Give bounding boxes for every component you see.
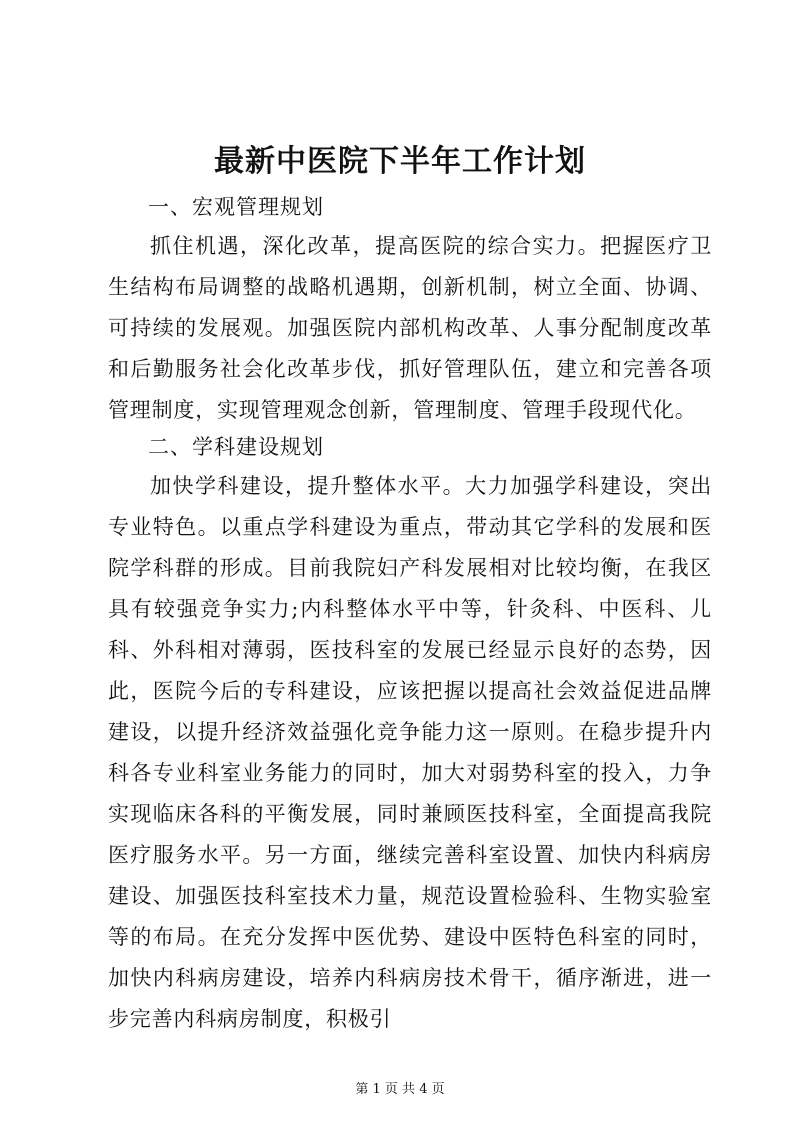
section-paragraph-macro-management: 抓住机遇，深化改革，提高医院的综合实力。把握医疗卫生结构布局调整的战略机遇期，创新机制，树立全面、协调、可持续的发展观。加强医院内部机构改革、人事分配制度改革和后勤服务社会化改革步伐，抓好管理队伍，建立和完善各项管理制度，实现管理观念创新，管理制度、管理手段现代化。 [108,234,712,422]
document-title: 最新中医院下半年工作计划 [214,144,586,179]
section-heading-macro-management: 一、宏观管理规划 [148,195,324,219]
page-footer: 第 1 页 共 4 页 [355,1082,445,1097]
section-heading-discipline-building: 二、学科建设规划 [148,435,324,459]
section-paragraph-discipline-building: 加快学科建设，提升整体水平。大力加强学科建设，突出专业特色。以重点学科建设为重点，带动其它学科的发展和医院学科群的形成。目前我院妇产科发展相对比较均衡，在我区具有较强竞争实力;内科整体水平中等，针灸科、中医科、儿科、外科相对薄弱，医技科室的发展已经显示良好的态势，因此，医院今后的专科建设，应该把握以提高社会效益促进品牌建设，以提升经济效益强化竞争能力这一原则。在稳步提升内科各专业科室业务能力的同时，加大对弱势科室的投入，力争实现临床各科的平衡发展，同时兼顾医技科室，全面提高我院医疗服务水平。另一方面，继续完善科室设置、加快内科病房建设、加强医技科室技术力量，规范设置检验科、生物实验室等的布局。在充分发挥中医优势、建设中医特色科室的同时，加快内科病房建设，培养内科病房技术骨干，循序渐进，进一步完善内科病房制度，积极引 [108,474,712,1031]
